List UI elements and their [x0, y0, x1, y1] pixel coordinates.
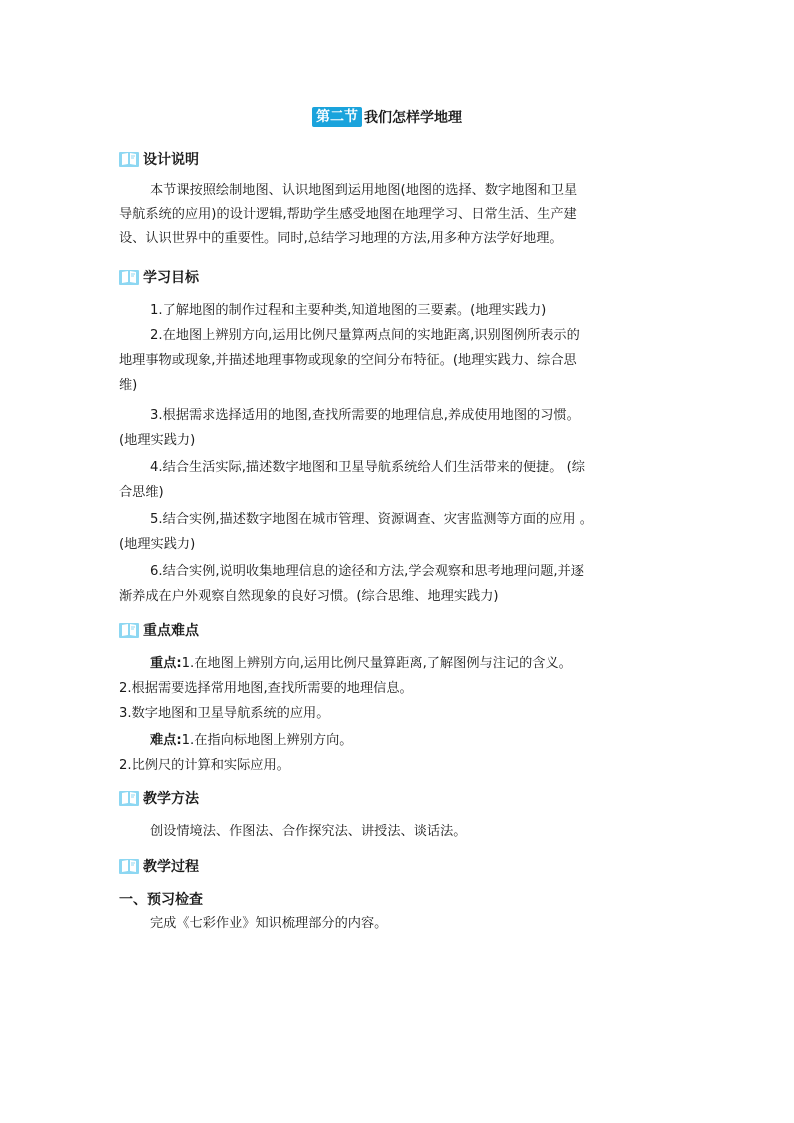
- difficulty-line: [150, 729, 353, 753]
- key-text: 1.在地图上辨别方向,运用比例尺量算距离,了解图例与注记的含义。: [181, 656, 572, 671]
- heading-label: 设计说明: [143, 152, 199, 168]
- heading-label: 学习目标: [143, 270, 199, 286]
- heading-design: [119, 149, 199, 169]
- text-line: 渐养成在户外观察自然现象的良好习惯。(综合思维、地理实践力): [119, 589, 499, 604]
- section-badge: 第二节: [312, 107, 362, 127]
- section-title: 我们怎样学地理: [364, 110, 462, 126]
- text-line: 导航系统的应用)的设计逻辑,帮助学生感受地图在地理学习、日常生活、生产建: [119, 207, 577, 222]
- text-line: 地理事物或现象,并描述地理事物或现象的空间分布特征。(地理实践力、综合思: [119, 353, 577, 368]
- page-title: [312, 106, 462, 128]
- subheading-preview: 一、预习检查: [119, 892, 203, 908]
- text-line: 1.了解地图的制作过程和主要种类,知道地图的三要素。(地理实践力): [150, 303, 547, 318]
- difficulty-label: 难点:: [150, 733, 182, 748]
- book-icon: [119, 857, 139, 875]
- heading-method: [119, 788, 199, 808]
- text-line: 创设情境法、作图法、合作探究法、讲授法、谈话法。: [150, 824, 467, 839]
- text-line: 完成《七彩作业》知识梳理部分的内容。: [150, 916, 388, 931]
- book-icon: [119, 621, 139, 639]
- key-line: [150, 652, 572, 676]
- text-line: 3.数字地图和卫星导航系统的应用。: [119, 706, 330, 721]
- text-line: (地理实践力): [119, 537, 196, 552]
- difficulty-text: 1.在指向标地图上辨别方向。: [181, 733, 353, 748]
- text-line: 2.比例尺的计算和实际应用。: [119, 758, 290, 773]
- heading-process: [119, 856, 199, 876]
- text-line: 5.结合实例,描述数字地图在城市管理、资源调查、灾害监测等方面的应用 。: [150, 512, 593, 527]
- book-icon: [119, 268, 139, 286]
- text-line: (地理实践力): [119, 433, 196, 448]
- book-icon: [119, 150, 139, 168]
- text-line: 维): [119, 378, 138, 393]
- text-line: 设、认识世界中的重要性。同时,总结学习地理的方法,用多种方法学好地理。: [119, 231, 563, 246]
- text-line: 4.结合生活实际,描述数字地图和卫星导航系统给人们生活带来的便捷。 (综: [150, 460, 585, 475]
- text-line: 6.结合实例,说明收集地理信息的途径和方法,学会观察和思考地理问题,并逐: [150, 564, 584, 579]
- heading-label: 教学方法: [143, 791, 199, 807]
- key-label: 重点:: [150, 656, 182, 671]
- heading-label: 重点难点: [143, 623, 199, 639]
- book-icon: [119, 789, 139, 807]
- heading-key-points: [119, 620, 199, 640]
- text-line: 合思维): [119, 485, 164, 500]
- heading-label: 教学过程: [143, 859, 199, 875]
- text-line: 本节课按照绘制地图、认识地图到运用地图(地图的选择、数字地图和卫星: [150, 183, 578, 198]
- heading-goals: [119, 267, 199, 287]
- text-line: 2.根据需要选择常用地图,查找所需要的地理信息。: [119, 681, 413, 696]
- text-line: 2.在地图上辨别方向,运用比例尺量算两点间的实地距离,识别图例所表示的: [150, 328, 580, 343]
- text-line: 3.根据需求选择适用的地图,查找所需要的地理信息,养成使用地图的习惯。: [150, 408, 580, 423]
